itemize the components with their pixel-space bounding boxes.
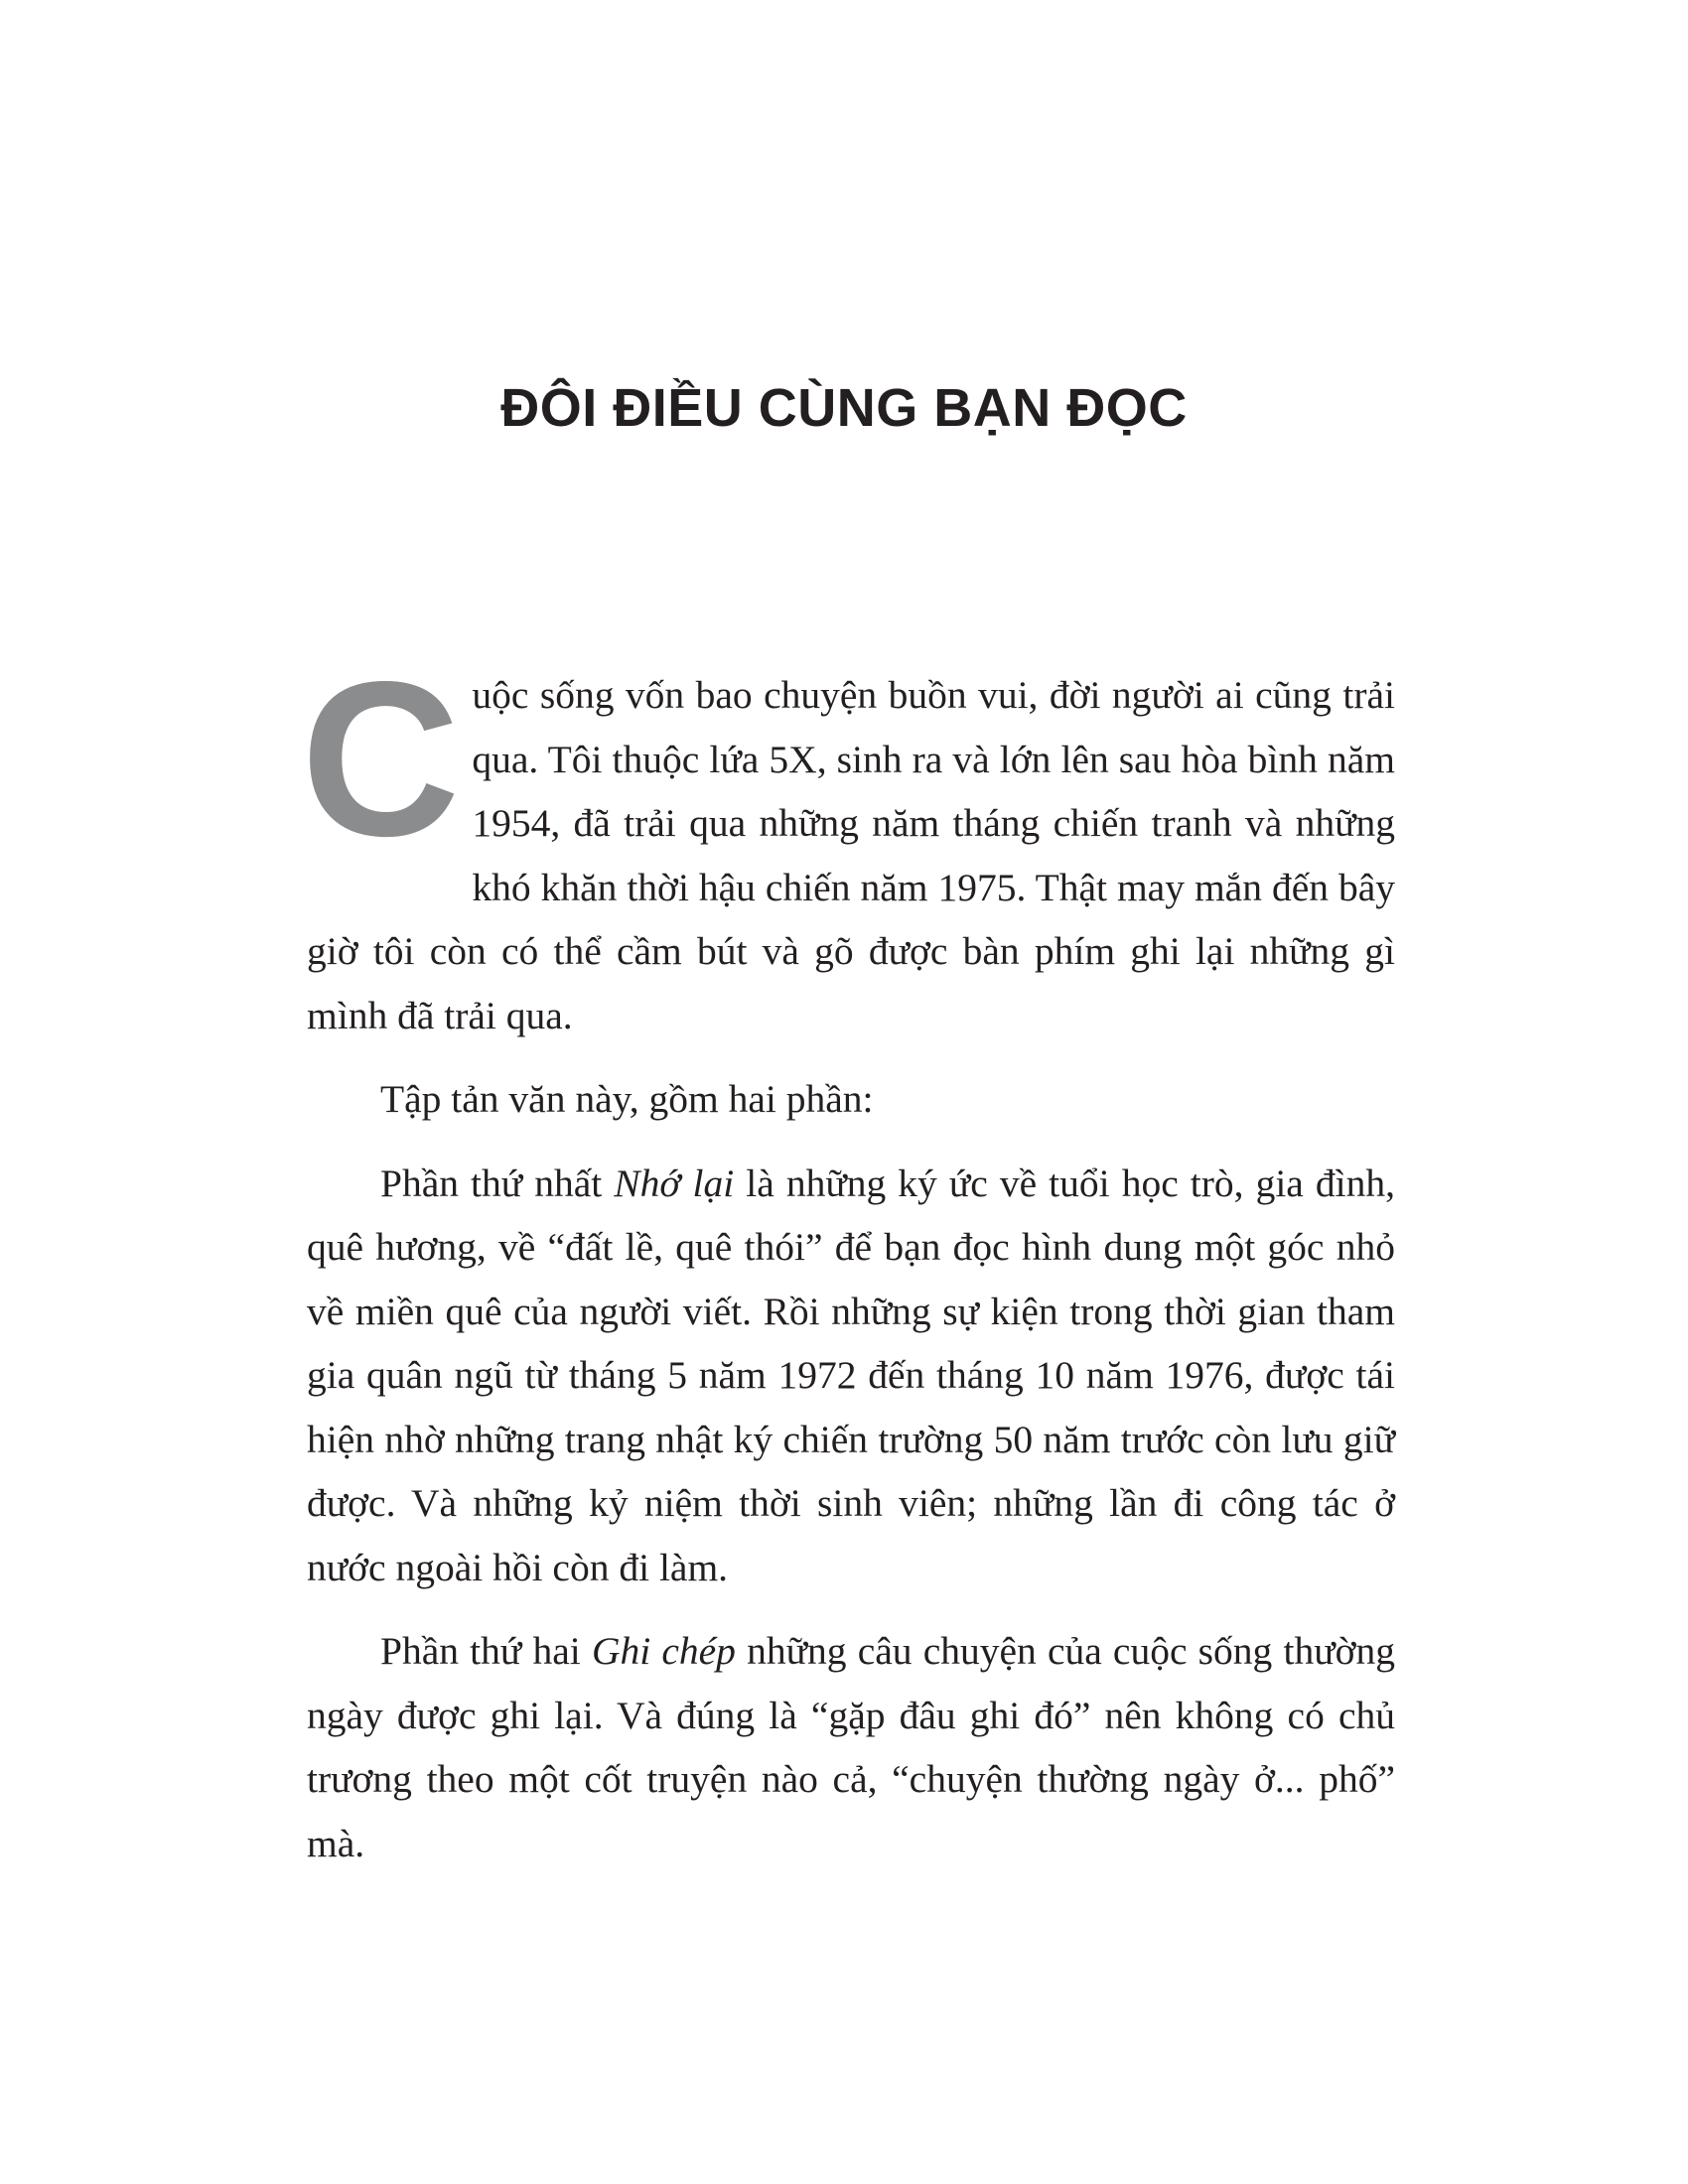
paragraph-part-two-lead: Phần thứ hai <box>380 1629 592 1673</box>
drop-cap: C <box>301 636 461 883</box>
paragraph-part-two <box>307 1619 1395 1875</box>
body-text <box>301 636 1395 1895</box>
page-title: ĐÔI ĐIỀU CÙNG BẠN ĐỌC <box>500 378 1188 438</box>
paragraph-intro <box>301 636 1395 1047</box>
paragraph-parts-intro: Tập tản văn này, gồm hai phần: <box>380 1077 874 1121</box>
paragraph-part-one <box>307 1152 1395 1600</box>
paragraph-part-one-lead: Phần thứ nhất <box>380 1160 615 1205</box>
paragraph-part-one-text: là những ký ức về tuổi học trò, gia đình, quê hương, về “đất lề, quê thói” để bạn đọc hình dung một góc nhỏ về miền quê của người viết. Rồi những sự kiện trong thời gian tham gia quân ngũ từ tháng 5 năm 1972 đến tháng 10 năm 1976, được tái hiện nhờ những trang nhật ký chiến trường 50 năm trước còn lưu giữ được. Và những kỷ niệm thời sinh viên; những lần đi công tác ở nước ngoài hồi còn đi làm. <box>307 1160 1395 1589</box>
paragraph-part-two-text: những câu chuyện của cuộc sống thường ngày được ghi lại. Và đúng là “gặp đâu ghi đó” nên không có chủ trương theo một cốt truyện nào cả, “chuyện thường ngày ở... phố” mà. <box>307 1629 1395 1865</box>
paragraph-intro-text: uộc sống vốn bao chuyện buồn vui, đời người ai cũng trải qua. Tôi thuộc lứa 5X, sinh ra và lớn lên sau hòa bình năm 1954, đã trải qua những năm tháng chiến tranh và những khó khăn thời hậu chiến năm 1975. Thật may mắn đến bây giờ tôi còn có thể cầm bút và gõ được bàn phím ghi lại những gì mình đã trải qua. <box>307 673 1395 1037</box>
part-two-title: Ghi chép <box>591 1629 736 1673</box>
part-one-title: Nhớ lại <box>614 1160 735 1205</box>
